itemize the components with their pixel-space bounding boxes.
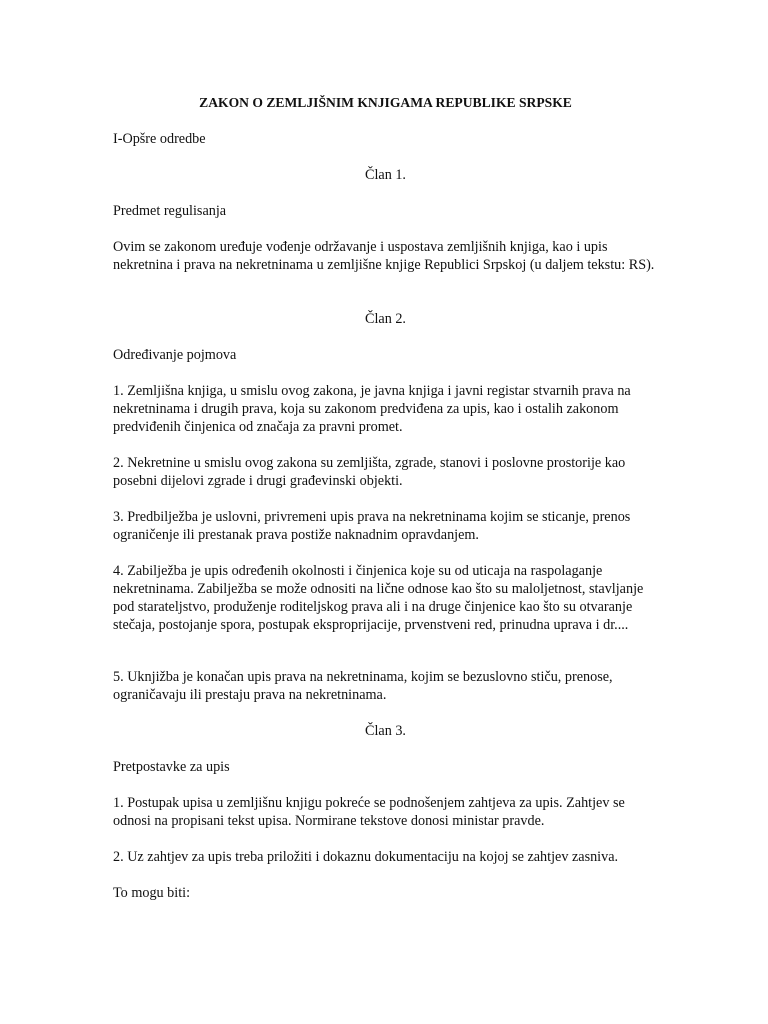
- article-2-heading: Član 2.: [365, 311, 406, 327]
- article-3-subtitle: Pretpostavke za upis: [113, 759, 230, 775]
- section-heading: I-Opšre odredbe: [113, 131, 206, 147]
- article-2-subtitle: Određivanje pojmova: [113, 347, 237, 363]
- article-3-heading: Član 3.: [365, 723, 406, 739]
- article-2-paragraph-1: 1. Zemljišna knjiga, u smislu ovog zakona, je javna knjiga i javni registar stvarnih prava na nekretninama i drugih prava, koja su zakonom predviđena za upis, kao i ostalih zakonom predviđenih činjenica od značaja za pravni promet.: [113, 383, 631, 435]
- article-1-text: Ovim se zakonom uređuje vođenje održavanje i uspostava zemljišnih knjiga, kao i upis nekretnina i prava na nekretninama u zemljišne knjige Republici Srpskoj (u daljem tekstu: RS).: [113, 239, 655, 273]
- article-2-paragraph-2: 2. Nekretnine u smislu ovog zakona su zemljišta, zgrade, stanovi i poslovne prostorije kao posebni dijelovi zgrade i drugi građevinski objekti.: [113, 455, 626, 489]
- article-3-paragraph-3: To mogu biti:: [113, 885, 191, 901]
- article-2-paragraph-5: 5. Uknjižba je konačan upis prava na nekretninama, kojim se bezuslovno stiču, prenose, ograničavaju ili prestaju prava na nekretninama.: [113, 669, 613, 703]
- article-3-paragraph-2: 2. Uz zahtjev za upis treba priložiti i dokaznu dokumentaciju na kojoj se zahtjev zasniva.: [113, 849, 619, 865]
- article-1-heading: Član 1.: [365, 167, 406, 183]
- article-2-paragraph-3: 3. Predbilježba je uslovni, privremeni upis prava na nekretninama kojim se sticanje, prenos ograničenje ili prestanak prava postiže naknadnim opravdanjem.: [113, 509, 631, 543]
- article-2-paragraph-4: 4. Zabilježba je upis određenih okolnosti i činjenica koje su od uticaja na raspolaganje nekretninama. Zabilježba se može odnositi na lične odnose kao što su maloljetnost, stavljanje pod starateljstvo, produženje roditeljskog prava ali i na druge činjenice kao što su otvaranje stečaja, postojanje spora, postupak eksproprijacije, prvenstveni red, prinudna uprava i dr....: [113, 563, 644, 633]
- article-3-paragraph-1: 1. Postupak upisa u zemljišnu knjigu pokreće se podnošenjem zahtjeva za upis. Zahtjev se odnosi na propisani tekst upisa. Normirane tekstove donosi ministar pravde.: [113, 795, 625, 829]
- article-1-subtitle: Predmet regulisanja: [113, 203, 227, 219]
- document-title: ZAKON O ZEMLJIŠNIM KNJIGAMA REPUBLIKE SRPSKE: [199, 95, 572, 110]
